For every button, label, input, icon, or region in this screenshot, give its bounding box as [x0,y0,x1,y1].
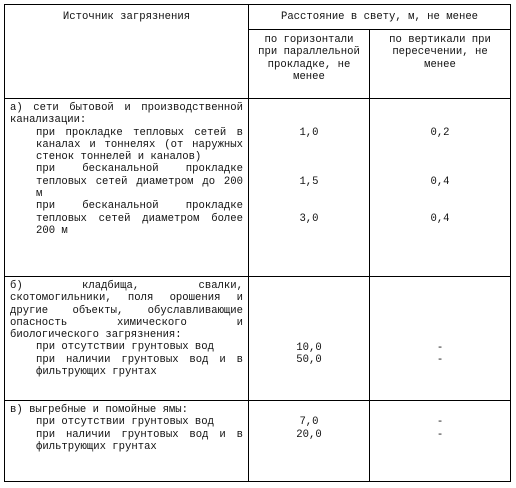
header-source-label: Источник загрязнения [62,11,191,23]
section-a-item-1-horizontal: 1,0 [299,126,319,139]
section-a-source-cell [5,99,249,277]
section-c-source-cell [5,401,249,482]
section-b-item-1-horizontal: 10,0 [296,341,322,354]
section-a-item-3: при бесканальной прокладке тепловых сетей диаметром более 200 м [36,200,243,237]
header-horizontal-cell [249,30,370,99]
header-horizontal-label: по горизонтали при параллельной прокладке, не менее [258,34,360,83]
header-vertical-label: по вертикали при пересечении, не менее [389,34,491,71]
section-b-item-2-vertical: - [436,353,444,366]
section-a-item-2: при бесканальной прокладке тепловых сетей диаметром до 200 м [36,163,243,201]
section-b-item-1-vertical: - [436,341,444,354]
section-row-a [5,99,511,277]
section-a-item-1: при прокладке тепловых сетей в каналах и тоннелях (от наружных стенок тоннелей и каналов) [36,126,243,164]
section-a-item-3-vertical: 0,4 [430,212,450,225]
header-distance-label: Расстояние в свету, м, не менее [280,11,479,23]
section-c-horizontal-cell [249,401,370,482]
header-source-cell [5,5,249,99]
section-b-item-1: при отсутствии грунтовых вод [36,341,215,354]
distance-norms-table [4,4,511,482]
section-row-b [5,277,511,401]
section-b-source-cell [5,277,249,401]
section-a-item-1-vertical: 0,2 [430,126,450,139]
section-a-vertical-cell [370,99,511,277]
document-page [4,4,510,482]
header-distance-cell [249,5,511,30]
header-row [5,5,511,30]
section-b-item-2-horizontal: 50,0 [296,353,322,366]
section-a-item-2-horizontal: 1,5 [299,175,319,188]
section-c-item-1-horizontal: 7,0 [299,416,319,429]
section-a-item-3-horizontal: 3,0 [299,212,319,225]
section-a-horizontal-cell [249,99,370,277]
section-c-vertical-cell [370,401,511,482]
section-c-title: в) выгребные и помойные ямы: [10,404,189,416]
section-b-title: б) кладбища, свалки, скотомогильники, поля орошения и другие объекты, обуславливающие опасность химического и биологического загрязнения: [10,280,243,342]
section-c-item-1: при отсутствии грунтовых вод [36,416,215,429]
section-b-horizontal-cell [249,277,370,401]
section-c-item-2: при наличии грунтовых вод и в фильтрующих грунтах [36,428,243,453]
section-a-item-2-vertical: 0,4 [430,175,450,188]
section-c-item-1-vertical: - [436,416,444,429]
section-c-item-2-horizontal: 20,0 [296,428,322,441]
section-b-item-2: при наличии грунтовых вод и в фильтрующих грунтах [36,353,243,379]
section-b-vertical-cell [370,277,511,401]
header-vertical-cell [370,30,511,99]
section-c-item-2-vertical: - [436,428,444,441]
section-a-title: а) сети бытовой и производственной канализации: [10,102,243,127]
section-row-c [5,401,511,482]
